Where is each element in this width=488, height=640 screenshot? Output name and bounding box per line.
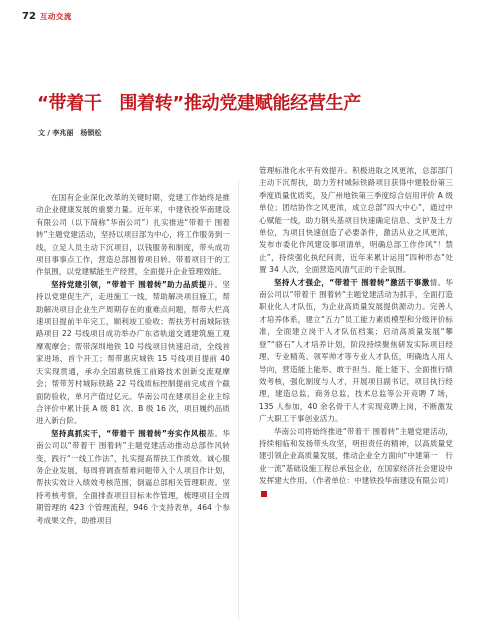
paragraph [259,426,453,500]
paragraph [259,277,453,426]
paragraph [36,279,230,428]
paragraph-text: 基。华南公司以“带着干 围着转”主题党建活动推动总部作风转变，践行“一线工作法”，扎实提高帮扶工作质效。诚心服务企业发展，每周将调查帮难问题带入个人项目作计划，帮扶实效计入绩效考核范围，倒逼总部相关管理职责。坚持考核考察，全面排查项目目标未作管理，梳理项目全周期管理的 423 个管理流程，946 个支持表单，464 个参考成果文件，助推项目 [36,428,230,525]
paragraph-text: 在国有企业深化改革的关键时期，党建工作始终是推动企业健康发展的重要力量。近年来，中建铁投华南建设有限公司（以下简称“华南公司”）扎实推进“带着干 围着转”主题党建活动，坚持以项目部为中心，将工作服务到一线，立足人员主动下沉项目，以钱服务和制度，带头成功项目事事点工作，营造总部围着项目转、带着项目干的工作氛围，以党建赋能生产经营，全面提升企业管理效能。 [36,193,230,277]
left-column [36,192,230,527]
paragraph [36,428,230,527]
right-column [259,165,453,500]
paragraph-text: 华南公司将始终推进“带着干 围着转”主题党建活动，持续相临和发扬带头攻坚，明担责任的精神，以高质量党建引领企业高质量发展，推动企业全方面向“中建第一 行业一流”基础设施工程总承包企业，在国家经济社会建设中发挥建大作用。（作者单位：中建铁投华南建设有限公司） [259,426,453,486]
paragraph [36,192,230,279]
paragraph-heading: 坚持人才强企，“带着干 围着转”激活干事激 [274,277,430,287]
end-mark-icon [261,491,267,497]
paragraph-text: 管理标准化水平有效提升。积极进取之风更浓，总部部门主动下沉帮扶，助力芳村城际铁路项目获得中建股份第三季度质量优质奖，及广州地铁第三季度综合信用评价 A 级单位；团结协作之风更浓，成立总部“四大中心”，通过中心赋能一线，助力钢头基项目快速确定信息、支护及土方单位，为项目快速创造了必要条件，激活从业之风更浓，发布市委化作风建设事项清单，明确总部工作作风“！禁止”，持续强化执纪问责，近年来累计运用“四种形态”处置 34 人次，全面营造风清气正的干企氛围。 [259,166,453,275]
page-header [22,11,72,22]
paragraph-text: 升。坚持以党建促生产，走进施工一线，帮助解决项目施工，帮助解决项目企业生产周期存在的重难点问题，帮带大栏高速项目提前半年完工，顺利竣工验收；帮扶芳村南城际铁路项目 22 号线项目成功举办广东省轨道交通建筑施工观摩观摩会；帮带深圳地铁 10 号线项目快速启动，全线首家进场、首个开工；帮带惠庆城铁 15 号线项目提前 40 天实现贯通，承办全国惠铁施工前路技术创新交流观摩会；帮带芳村城际铁路 22 号线质标控制提前完成首个截面防验收，单月产值过亿元。华南公司在建项目企业主综合评价中累计获 A 级 81 次、B 级 16 次，项目履约品质进入新台阶。 [36,279,230,426]
paragraph-heading: 坚持党建引领，“带着干 围着转”助力品质提 [51,279,207,289]
section-name: 互动交流 [39,12,72,21]
article-title: “带着干 围着转”推动党建赋能经营生产 [37,93,361,114]
page-number: 72 [22,11,36,22]
article-byline: 文 / 李兆丽 杨锁松 [38,129,102,137]
column-divider [238,180,239,620]
paragraph-text: 情。华南公司以“带着干 围着转”主题党建活动为抓手，全面打造职业化人才队伍，为企业高质量发展提供源动力。完善人才培养体系，建立“五力”员工能力素质模型和分级评价标准，全面建立岗干人才队伍档案；启动高质量发展“攀登”“骆石”人才培养计划，阶段持续聚焦研发实际项目经理、专业精英、领军帅才等专业人才队伍，明确选人用人导向，营造能上能举、敢于担当、能上能下、全面推行绩效考核，强化制度与人才，开展项目副书记，项目执行经理，建造总监，商务总监，技术总监等公开竞聘 7 场，135 人参加，40 余名骨干人才实现竞聘上岗，不断激发广大职工干事创业活力。 [259,277,453,424]
paragraph-heading: 坚持真抓实干，“带着干 围着转”夯实作风根 [51,428,207,438]
paragraph [259,165,453,277]
